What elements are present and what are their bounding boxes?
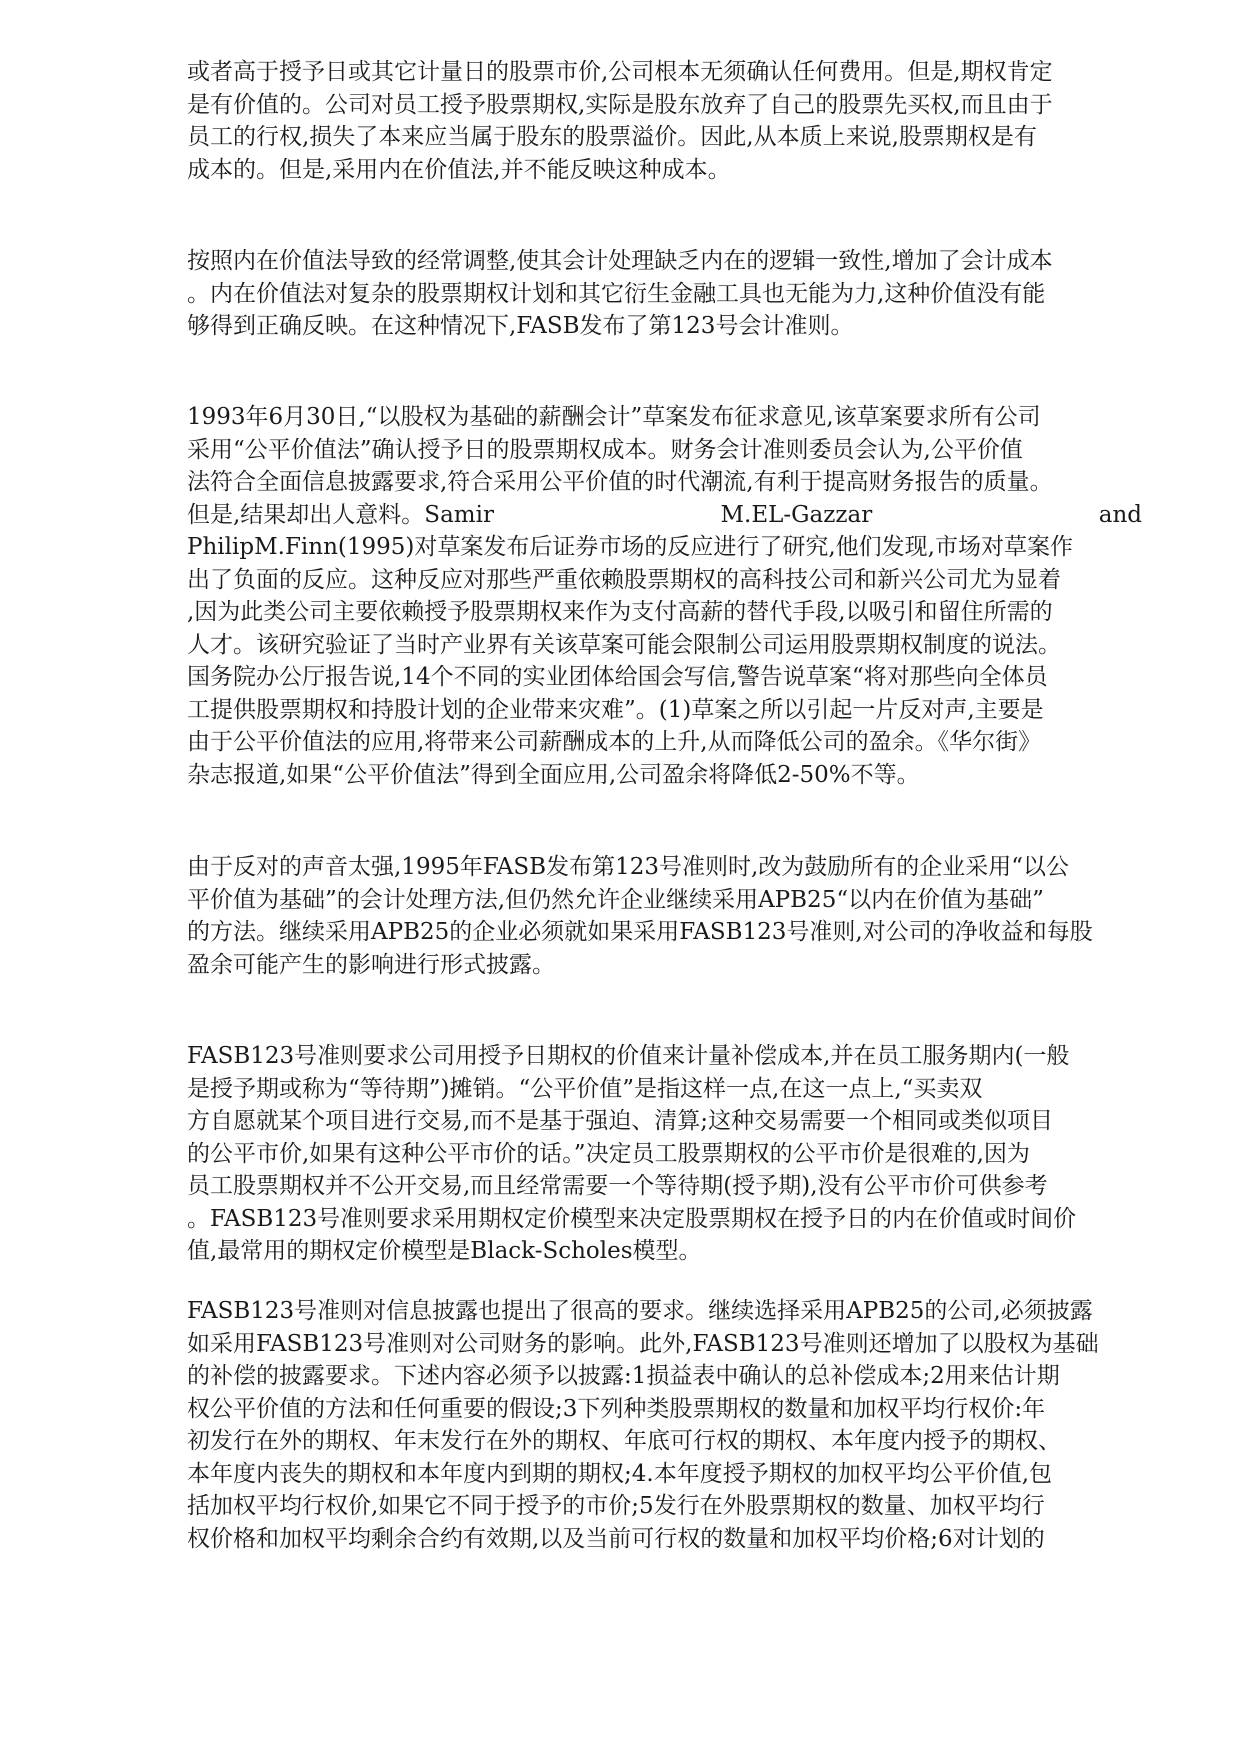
text-line: 出了负面的反应。这种反应对那些严重依赖股票期权的高科技公司和新兴公司尤为显着 (187, 566, 1061, 593)
text-line: 的补偿的披露要求。下述内容必须予以披露:1损益表中确认的总补偿成本;2用来估计期 (187, 1363, 1060, 1389)
text-line: 按照内在价值法导致的经常调整,使其会计处理缺乏内在的逻辑一致性,增加了会计成本 (187, 248, 1053, 274)
paragraph-intrinsic-value-cost (187, 56, 1142, 186)
text-line: 工提供股票期权和持股计划的企业带来灾难”。(1)草案之所以引起一片反对声,主要是 (187, 696, 1044, 723)
paragraph-disclosure-requirements (187, 1295, 1142, 1555)
paragraph-1995-fasb123 (187, 851, 1142, 981)
text-line: 平价值为基础”的会计处理方法,但仍然允许企业继续采用APB25“以内在价值为基础” (187, 886, 1044, 913)
text-line: 值,最常用的期权定价模型是Black-Scholes模型。 (187, 1238, 702, 1264)
paragraph-fasb123-issued (187, 245, 1142, 343)
text-line: 够得到正确反映。在这种情况下,FASB发布了第123号会计准则。 (187, 313, 854, 339)
text-line: 人才。该研究验证了当时产业界有关该草案可能会限制公司运用股票期权制度的说法。 (187, 631, 1061, 658)
text-line: FASB123号准则对信息披露也提出了很高的要求。继续选择采用APB25的公司,必须披露 (187, 1298, 1093, 1324)
text-line: 如采用FASB123号准则对公司财务的影响。此外,FASB123号准则还增加了以股权为基础 (187, 1330, 1099, 1357)
text-line: 的方法。继续采用APB25的企业必须就如果采用FASB123号准则,对公司的净收益和每股 (187, 919, 1093, 945)
text-line: 员工的行权,损失了本来应当属于股东的股票溢价。因此,从本质上来说,股票期权是有 (187, 124, 1037, 150)
text-fragment: M.EL-Gazzar (720, 501, 873, 528)
text-line: 或者高于授予日或其它计量日的股票市价,公司根本无须确认任何费用。但是,期权肯定 (187, 59, 1053, 85)
text-line: 由于公平价值法的应用,将带来公司薪酬成本的上升,从而降低公司的盈余。《华尔街》 (187, 729, 1042, 755)
text-line: ,因为此类公司主要依赖授予股票期权来作为支付高薪的替代手段,以吸引和留住所需的 (187, 599, 1053, 625)
text-fragment: and (1098, 501, 1142, 528)
text-line: 采用“公平价值法”确认授予日的股票期权成本。财务会计准则委员会认为,公平价值 (187, 436, 1023, 463)
paragraph-1993-exposure-draft (187, 401, 1142, 791)
paragraph-fair-value-definition (187, 1040, 1142, 1268)
text-line: FASB123号准则要求公司用授予日期权的价值来计量补偿成本,并在员工服务期内(一般 (187, 1043, 1070, 1069)
text-line: 由于反对的声音太强,1995年FASB发布第123号准则时,改为鼓励所有的企业采用“以公 (187, 854, 1070, 880)
text-line: 成本的。但是,采用内在价值法,并不能反映这种成本。 (187, 156, 731, 183)
text-line: 本年度内丧失的期权和本年度内到期的期权;4.本年度授予期权的加权平均公平价值,包 (187, 1460, 1053, 1487)
text-line: 杂志报道,如果“公平价值法”得到全面应用,公司盈余将降低2-50%不等。 (187, 761, 920, 788)
text-line: 是有价值的。公司对员工授予股票期权,实际是股东放弃了自己的股票先买权,而且由于 (187, 91, 1053, 118)
text-line: 。FASB123号准则要求采用期权定价模型来决定股票期权在授予日的内在价值或时间价 (187, 1205, 1077, 1232)
text-line: 的公平市价,如果有这种公平市价的话。”决定员工股票期权的公平市价是很难的,因为 (187, 1140, 1030, 1167)
text-line: PhilipM.Finn(1995)对草案发布后证券市场的反应进行了研究,他们发现,市场对草案作 (187, 534, 1073, 560)
text-line: 员工股票期权并不公开交易,而且经常需要一个等待期(授予期),没有公平市价可供参考 (187, 1173, 1048, 1199)
text-line: 是授予期或称为“等待期”)摊销。“公平价值”是指这样一点,在这一点上,“买卖双 (187, 1075, 983, 1102)
text-line: 初发行在外的期权、年末发行在外的期权、年底可行权的期权、本年度内授予的期权、 (187, 1428, 1061, 1454)
text-line: 国务院办公厅报告说,14个不同的实业团体给国会写信,警告说草案“将对那些向全体员 (187, 664, 1048, 690)
text-line: 法符合全面信息披露要求,符合采用公平价值的时代潮流,有利于提高财务报告的质量。 (187, 469, 1053, 495)
text-line: 1993年6月30日,“以股权为基础的薪酬会计”草案发布征求意见,该草案要求所有公司 (187, 404, 1041, 430)
text-line: 盈余可能产生的影响进行形式披露。 (187, 951, 555, 978)
text-line: 。内在价值法对复杂的股票期权计划和其它衍生金融工具也无能为力,这种价值没有能 (187, 280, 1046, 307)
text-fragment: 但是,结果却出人意料。Samir (187, 501, 494, 528)
text-line: 权价格和加权平均剩余合约有效期,以及当前可行权的数量和加权平均价格;6对计划的 (187, 1525, 1045, 1552)
text-line: 方自愿就某个项目进行交易,而不是基于强迫、清算;这种交易需要一个相同或类似项目 (187, 1108, 1054, 1134)
text-line-justified (187, 499, 1142, 532)
text-line: 括加权平均行权价,如果它不同于授予的市价;5发行在外股票期权的数量、加权平均行 (187, 1493, 1045, 1519)
text-line: 权公平价值的方法和任何重要的假设;3下列种类股票期权的数量和加权平均行权价:年 (187, 1395, 1046, 1422)
